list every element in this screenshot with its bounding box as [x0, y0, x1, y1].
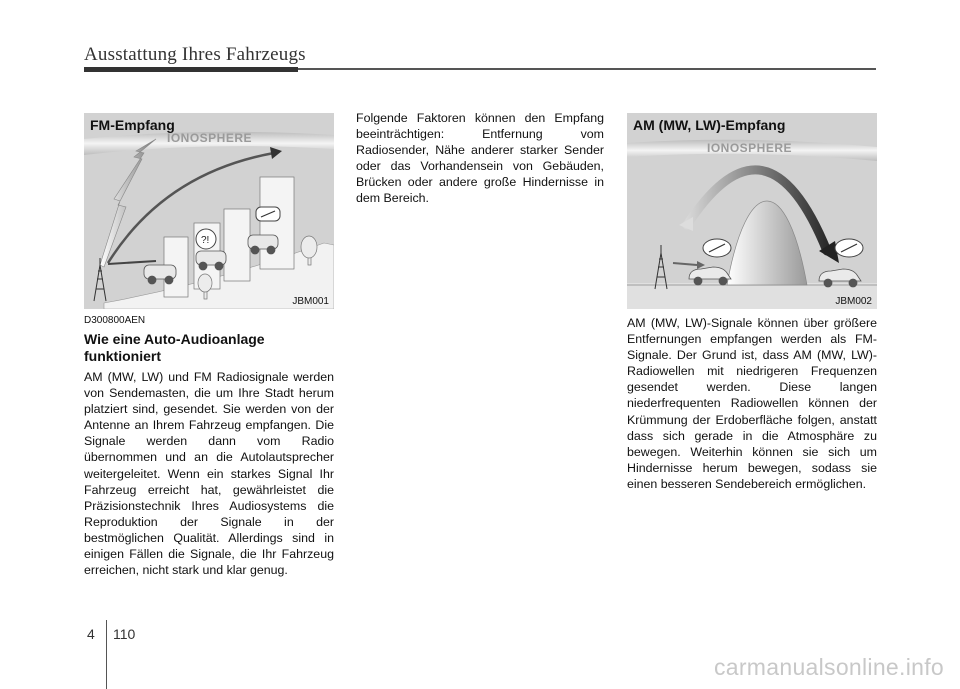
hill	[727, 201, 807, 285]
signal-bolt	[100, 139, 156, 267]
chapter-number: 4	[87, 626, 95, 642]
fm-figure-title: FM-Empfang	[90, 117, 175, 133]
car-left	[689, 267, 731, 285]
am-reception-figure	[627, 113, 877, 309]
am-figure-title: AM (MW, LW)-Empfang	[633, 117, 786, 133]
signal-arrow-a	[108, 261, 156, 264]
footer-divider	[106, 620, 107, 689]
car-1	[144, 265, 176, 284]
paragraph-reception-factors: Folgende Faktoren können den Empfang beeinträchtigen: Entfernung vom Radiosender, Nähe anderer starker Sender oder das Vorhandensein von Gebäuden, Brücken oder andere große Hindernisse in dem Bereich.	[356, 111, 604, 206]
paragraph-am-signals: AM (MW, LW)-Signale können über größere Entfernungen empfangen werden als FM-Signale. Der Grund ist, dass AM (MW, LW)-Radiowellen mit niedrigeren Frequenzen gesendet werden. Diese langen niederfrequenten Radiowellen können der Krümmung der Erdoberfläche folgen, anstatt dass sich gerade in die Atmosphäre zu bewegen. Weiterhin können sie sich um Hindernisse herum bewegen, sodass sie einen besseren Sendebereich ermöglichen.	[627, 316, 877, 491]
section-title: Wie eine Auto-Audioanlage funktioniert	[84, 331, 265, 364]
header-tab-bar	[84, 67, 298, 72]
page-number: 110	[113, 626, 136, 642]
building-4	[260, 177, 294, 269]
watermark: carmanualsonline.info	[713, 654, 944, 680]
paragraph-radio-function: AM (MW, LW) und FM Radiosignale werden von Sendemasten, die um Ihre Stadt herum platziert sind, gesendet. Sie werden von der Antenne an Ihrem Fahrzeug empfangen. Die Signale werden dann vom Radio übernommen und an die Autolautsprecher weitergeleitet. Wenn ein starkes Signal Ihr Fahrzeug erreicht hat, gewährleistet die Präzisionstechnik Ihres Audiosystems die Reproduktion der Signale in der bestmöglichen Qualität. Allerdings sind in einigen Fällen die Signale, die Ihr Fahrzeug erreichen, nicht stark und klar genug.	[84, 370, 334, 578]
header-title: Ausstattung Ihres Fahrzeugs	[84, 44, 306, 65]
am-ionosphere-label: IONOSPHERE	[707, 141, 793, 155]
music-bubble-left-icon	[703, 239, 731, 257]
music-bubble-right-icon	[835, 239, 863, 257]
am-figure-code: JBM002	[835, 296, 872, 307]
svg-text:?!: ?!	[201, 235, 210, 246]
fm-reception-figure	[84, 113, 334, 309]
fm-ionosphere-label: IONOSPHERE	[167, 131, 253, 145]
document-id: D300800AEN	[84, 315, 146, 326]
ground-signal-arrow	[673, 263, 697, 265]
transmitter-tower	[655, 245, 667, 289]
fm-figure-code: JBM001	[292, 296, 329, 307]
building-3	[224, 209, 250, 281]
